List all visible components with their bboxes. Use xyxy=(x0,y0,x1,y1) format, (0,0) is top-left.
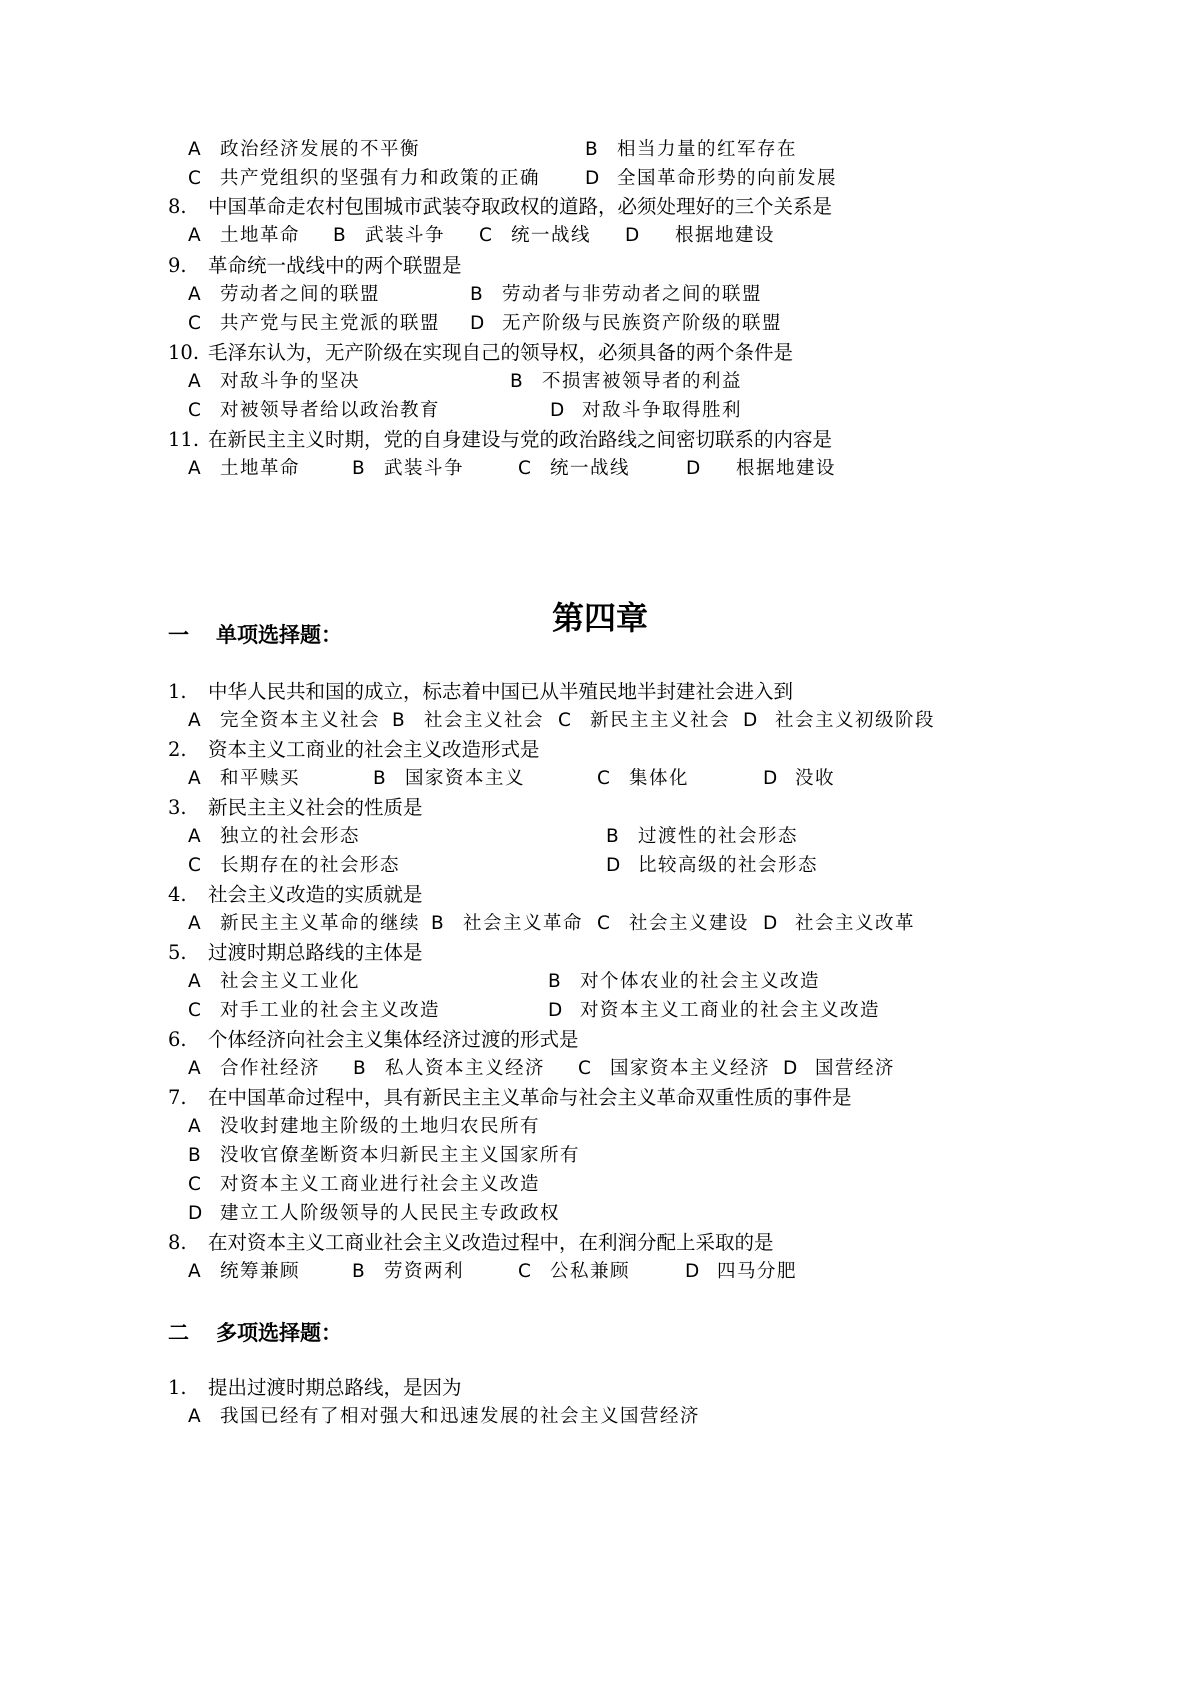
option-c: C 统一战线 xyxy=(518,458,631,479)
option-b: B 私人资本主义经济 xyxy=(353,1058,546,1079)
option-d: D 国营经济 xyxy=(783,1058,896,1079)
question-text: 9. 革命统一战线中的两个联盟是 xyxy=(168,254,462,277)
option-a: A 土地革命 xyxy=(188,458,301,479)
question-text: 3. 新民主主义社会的性质是 xyxy=(168,796,423,819)
option-c: C 共产党组织的坚强有力和政策的正确 xyxy=(188,168,541,189)
option-d: D 比较高级的社会形态 xyxy=(606,855,819,876)
option-b: B 过渡性的社会形态 xyxy=(606,826,799,847)
question-text: 8. 中国革命走农村包围城市武装夺取政权的道路，必须处理好的三个关系是 xyxy=(168,195,833,218)
question-text: 7. 在中国革命过程中，具有新民主主义革命与社会主义革命双重性质的事件是 xyxy=(168,1086,852,1109)
option-a: A 我国已经有了相对强大和迅速发展的社会主义国营经济 xyxy=(188,1406,701,1427)
option-d: D 无产阶级与民族资产阶级的联盟 xyxy=(470,313,783,334)
question-text: 5. 过渡时期总路线的主体是 xyxy=(168,941,423,964)
option-d: D 对敌斗争取得胜利 xyxy=(550,400,743,421)
question-text: 1. 提出过渡时期总路线，是因为 xyxy=(168,1376,462,1399)
option-a: A 没收封建地主阶级的土地归农民所有 xyxy=(188,1116,541,1137)
option-b: B 武装斗争 xyxy=(352,458,465,479)
option-c: C 对资本主义工商业进行社会主义改造 xyxy=(188,1174,541,1195)
question-text: 6. 个体经济向社会主义集体经济过渡的形式是 xyxy=(168,1028,579,1051)
option-b: B 没收官僚垄断资本归新民主主义国家所有 xyxy=(188,1145,581,1166)
option-d: D 社会主义初级阶段 xyxy=(743,710,936,731)
option-a: A 土地革命 xyxy=(188,225,301,246)
option-a: A 劳动者之间的联盟 xyxy=(188,284,381,305)
option-a: A 统筹兼顾 xyxy=(188,1261,301,1282)
option-d: D 根据地建设 xyxy=(625,225,776,246)
option-d: D 没收 xyxy=(763,768,836,789)
option-c: C 国家资本主义经济 xyxy=(578,1058,771,1079)
option-b: B 劳动者与非劳动者之间的联盟 xyxy=(470,284,763,305)
question-text: 10. 毛泽东认为，无产阶级在实现自己的领导权，必须具备的两个条件是 xyxy=(168,341,794,364)
section-heading: 二 多项选择题： xyxy=(168,1321,342,1345)
option-c: C 对被领导者给以政治教育 xyxy=(188,400,441,421)
question-text: 2. 资本主义工商业的社会主义改造形式是 xyxy=(168,738,540,761)
option-a: A 新民主主义革命的继续 xyxy=(188,913,421,934)
option-b: B 对个体农业的社会主义改造 xyxy=(548,971,821,992)
question-text: 8. 在对资本主义工商业社会主义改造过程中，在利润分配上采取的是 xyxy=(168,1231,774,1254)
option-b: B 武装斗争 xyxy=(333,225,446,246)
option-a: A 完全资本主义社会 xyxy=(188,710,381,731)
option-d: D 根据地建设 xyxy=(686,458,837,479)
option-d: D 对资本主义工商业的社会主义改造 xyxy=(548,1000,881,1021)
option-d: D 四马分肥 xyxy=(685,1261,798,1282)
option-c: C 对手工业的社会主义改造 xyxy=(188,1000,441,1021)
question-text: 11. 在新民主主义时期，党的自身建设与党的政治路线之间密切联系的内容是 xyxy=(168,428,833,451)
option-b: B 社会主义社会 xyxy=(392,710,545,731)
option-c: C 公私兼顾 xyxy=(518,1261,631,1282)
question-text: 1. 中华人民共和国的成立，标志着中国已从半殖民地半封建社会进入到 xyxy=(168,680,794,703)
option-d: D 全国革命形势的向前发展 xyxy=(585,168,838,189)
option-c: C 共产党与民主党派的联盟 xyxy=(188,313,441,334)
question-text: 4. 社会主义改造的实质就是 xyxy=(168,883,423,906)
option-b: B 国家资本主义 xyxy=(373,768,526,789)
option-c: C 统一战线 xyxy=(479,225,592,246)
option-b: B 劳资两利 xyxy=(352,1261,465,1282)
option-d: D 社会主义改革 xyxy=(763,913,916,934)
option-c: C 新民主主义社会 xyxy=(558,710,731,731)
option-c: C 长期存在的社会形态 xyxy=(188,855,401,876)
option-d: D 建立工人阶级领导的人民民主专政政权 xyxy=(188,1203,561,1224)
option-a: A 独立的社会形态 xyxy=(188,826,361,847)
option-a: A 对敌斗争的坚决 xyxy=(188,371,361,392)
option-b: B 相当力量的红军存在 xyxy=(585,139,798,160)
option-a: A 合作社经济 xyxy=(188,1058,321,1079)
option-c: C 社会主义建设 xyxy=(597,913,750,934)
chapter-title: 第四章 xyxy=(551,599,648,637)
option-a: A 和平赎买 xyxy=(188,768,301,789)
section-heading: 一 单项选择题： xyxy=(168,623,342,647)
option-b: B 不损害被领导者的利益 xyxy=(510,371,743,392)
option-a: A 社会主义工业化 xyxy=(188,971,361,992)
option-c: C 集体化 xyxy=(597,768,690,789)
option-b: B 社会主义革命 xyxy=(431,913,584,934)
option-a: A 政治经济发展的不平衡 xyxy=(188,139,421,160)
